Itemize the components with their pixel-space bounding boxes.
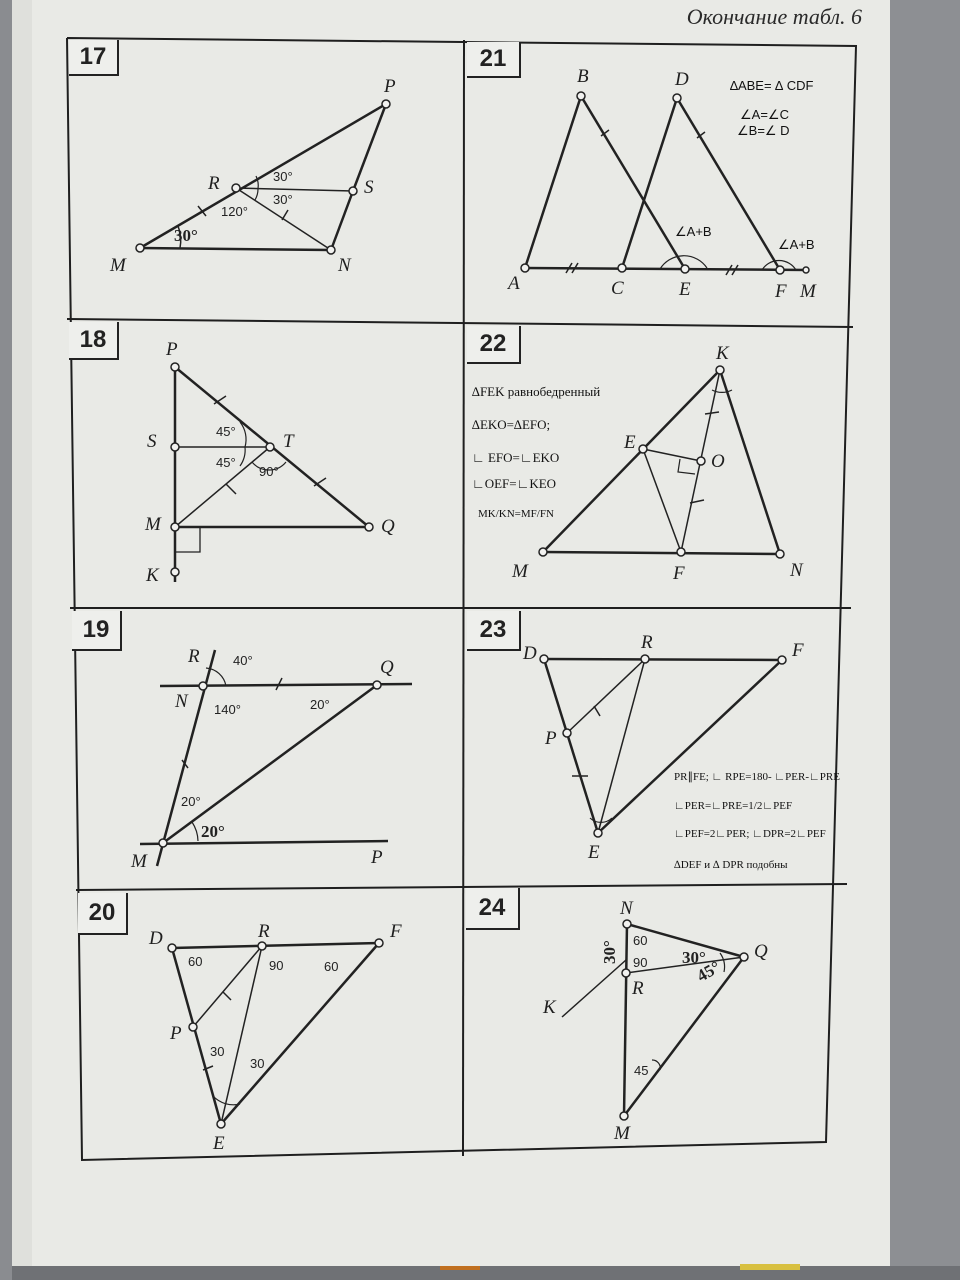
- point-label-d: D: [675, 69, 689, 90]
- angle-mark: 20°: [181, 794, 201, 809]
- panel-number-24: 24: [466, 888, 520, 930]
- panel-number-20: 20: [78, 893, 128, 935]
- angle-mark: 30: [250, 1056, 265, 1071]
- point-label-f: F: [775, 281, 787, 302]
- point-label-e: E: [213, 1133, 225, 1154]
- solution-note: ∟PER=∟PRE=1/2∟PEF: [674, 800, 793, 812]
- angle-mark: 60: [188, 954, 203, 969]
- point-label-s: S: [147, 431, 157, 452]
- solution-note: ∠A+B: [778, 237, 815, 252]
- point-label-d: D: [523, 643, 537, 664]
- angle-mark: 45: [634, 1063, 649, 1078]
- solution-note: PR∥FE; ∟ RPE=180- ∟PER-∟PRE: [674, 771, 840, 783]
- point-label-q: Q: [381, 516, 395, 537]
- point-label-n: N: [175, 691, 188, 712]
- angle-mark: 30°: [682, 948, 706, 967]
- point-label-d: D: [149, 928, 163, 949]
- angle-mark: 30: [210, 1044, 225, 1059]
- panel-number-22: 22: [467, 326, 521, 364]
- angle-mark: 90: [633, 955, 648, 970]
- point-label-n: N: [620, 898, 633, 919]
- angle-mark: 45°: [216, 455, 236, 470]
- solution-note: ∆ABE= ∆ CDF: [730, 78, 814, 93]
- point-label-p: P: [545, 728, 557, 749]
- point-label-k: K: [716, 343, 729, 364]
- angle-mark: 45°: [693, 957, 724, 986]
- solution-note: ∆DEF и ∆ DPR подобны: [674, 859, 788, 871]
- point-label-b: B: [577, 66, 589, 87]
- panel-number-21: 21: [467, 42, 521, 78]
- point-label-r: R: [208, 173, 220, 194]
- panel-number-17: 17: [69, 40, 119, 76]
- point-label-r: R: [188, 646, 200, 667]
- angle-mark: 30°: [273, 192, 293, 207]
- point-label-r: R: [258, 921, 270, 942]
- angle-mark: 120°: [221, 204, 248, 219]
- point-label-f: F: [673, 563, 685, 584]
- solution-note: ∟ EFO=∟EKO: [472, 450, 560, 465]
- point-label-n: N: [338, 255, 351, 276]
- point-label-p: P: [166, 339, 178, 360]
- solution-note: ∆FEK равнобедренный: [472, 384, 601, 399]
- point-label-m: M: [512, 561, 528, 582]
- point-label-e: E: [624, 432, 636, 453]
- point-label-a: A: [508, 273, 520, 294]
- point-label-f: F: [792, 640, 804, 661]
- point-label-e: E: [679, 279, 691, 300]
- point-label-e: E: [588, 842, 600, 863]
- point-label-m: M: [145, 514, 161, 535]
- point-label-m: M: [131, 851, 147, 872]
- point-label-m: M: [800, 281, 816, 302]
- point-label-t: T: [283, 431, 294, 452]
- panel-number-19: 19: [72, 611, 122, 651]
- point-label-s: S: [364, 177, 374, 198]
- solution-note: ∠A+B: [675, 224, 712, 239]
- solution-note: ∠B=∠ D: [737, 123, 790, 138]
- solution-note: MK/KN=MF/FN: [478, 508, 554, 520]
- point-label-q: Q: [754, 941, 768, 962]
- point-label-c: C: [611, 278, 624, 299]
- angle-mark: 30°: [600, 940, 619, 964]
- angle-mark: 40°: [233, 653, 253, 668]
- point-label-p: P: [371, 847, 383, 868]
- angle-mark: 30°: [273, 169, 293, 184]
- point-label-r: R: [641, 632, 653, 653]
- paper-sheet: [12, 0, 892, 1266]
- point-label-r: R: [632, 978, 644, 999]
- point-label-p: P: [384, 76, 396, 97]
- angle-mark: 90°: [259, 464, 279, 479]
- solution-note: ∆EKO=∆EFO;: [472, 417, 551, 432]
- point-label-f: F: [390, 921, 402, 942]
- point-label-n: N: [790, 560, 803, 581]
- panel-number-18: 18: [69, 322, 119, 360]
- point-label-m: M: [110, 255, 126, 276]
- table-header-continuation: Окончание табл. 6: [686, 4, 862, 29]
- angle-mark: 60: [633, 933, 648, 948]
- angle-mark: 20°: [310, 697, 330, 712]
- angle-mark: 140°: [214, 702, 241, 717]
- angle-mark: 90: [269, 958, 284, 973]
- point-label-m: M: [614, 1123, 630, 1144]
- panel-number-23: 23: [467, 611, 521, 651]
- solution-note: ∟OEF=∟KEO: [472, 476, 557, 491]
- point-label-q: Q: [380, 657, 394, 678]
- solution-note: ∠A=∠C: [740, 107, 789, 122]
- angle-mark: 30°: [174, 226, 198, 245]
- point-label-k: K: [543, 997, 556, 1018]
- point-label-p: P: [170, 1023, 182, 1044]
- point-label-o: O: [711, 451, 725, 472]
- solution-note: ∟PEF=2∟PER; ∟DPR=2∟PEF: [674, 828, 826, 840]
- angle-mark: 60: [324, 959, 339, 974]
- angle-mark: 20°: [201, 822, 225, 841]
- angle-mark: 45°: [216, 424, 236, 439]
- point-label-k: K: [146, 565, 159, 586]
